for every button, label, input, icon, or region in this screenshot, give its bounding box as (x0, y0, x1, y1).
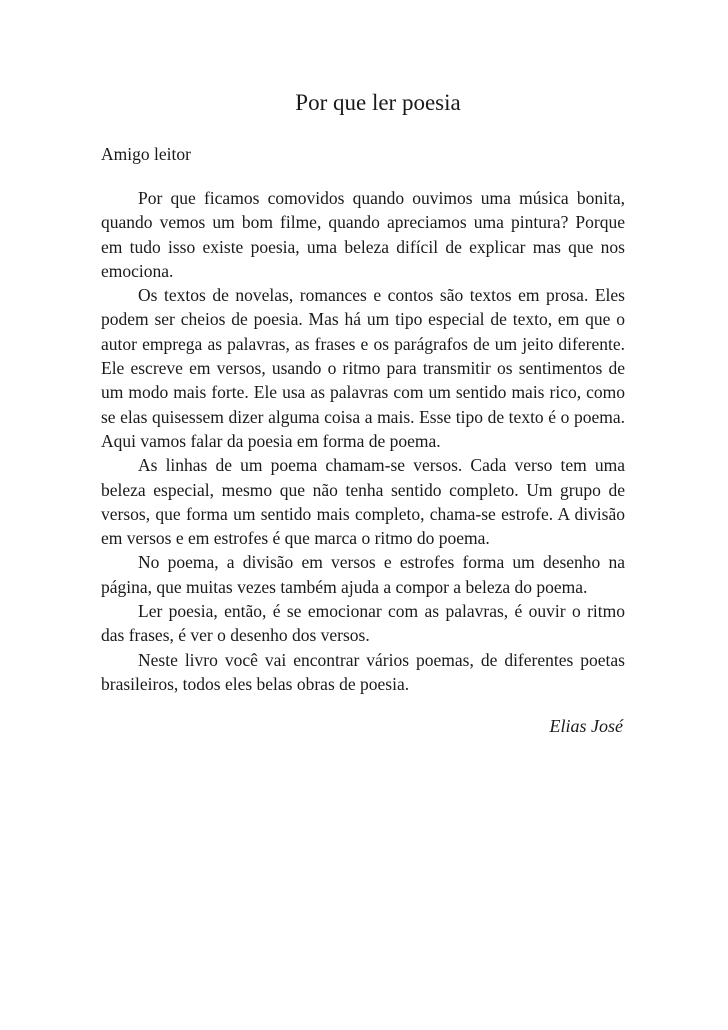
paragraph: Por que ficamos comovidos quando ouvimos uma música bonita, quando vemos um bom filme, quando apreciamos uma pintura? Porque em tudo isso existe poesia, uma beleza difícil de explicar mas que nos emociona. (101, 188, 625, 281)
paragraph: No poema, a divisão em versos e estrofes forma um desenho na página, que muitas vezes também ajuda a compor a beleza do poema. (101, 552, 625, 597)
page-title: Por que ler poesia (295, 90, 461, 115)
author-signature: Elias José (549, 716, 623, 737)
body-text (101, 186, 625, 696)
paragraph: Ler poesia, então, é se emocionar com as palavras, é ouvir o ritmo das frases, é ver o desenho dos versos. (101, 601, 625, 646)
paragraph: Neste livro você vai encontrar vários poemas, de diferentes poetas brasileiros, todos eles belas obras de poesia. (101, 649, 625, 694)
document-page (101, 88, 625, 738)
paragraph: As linhas de um poema chamam-se versos. Cada verso tem uma beleza especial, mesmo que não tenha sentido completo. Um grupo de versos, que forma um sentido mais completo, chama-se estrofe. A divisão em versos e em estrofes é que marca o ritmo do poema. (101, 455, 625, 549)
greeting: Amigo leitor (101, 144, 191, 164)
paragraph: Os textos de novelas, romances e contos são textos em prosa. Eles podem ser cheios de poesia. Mas há um tipo especial de texto, em que o autor emprega as palavras, as frases e os parágrafos de um jeito diferente. Ele escreve em versos, usando o ritmo para transmitir os sentimentos de um modo mais forte. Ele usa as palavras com um sentido mais rico, como se elas quisessem dizer alguma coisa a mais. Esse tipo de texto é o poema. Aqui vamos falar da poesia em forma de poema. (101, 285, 625, 451)
